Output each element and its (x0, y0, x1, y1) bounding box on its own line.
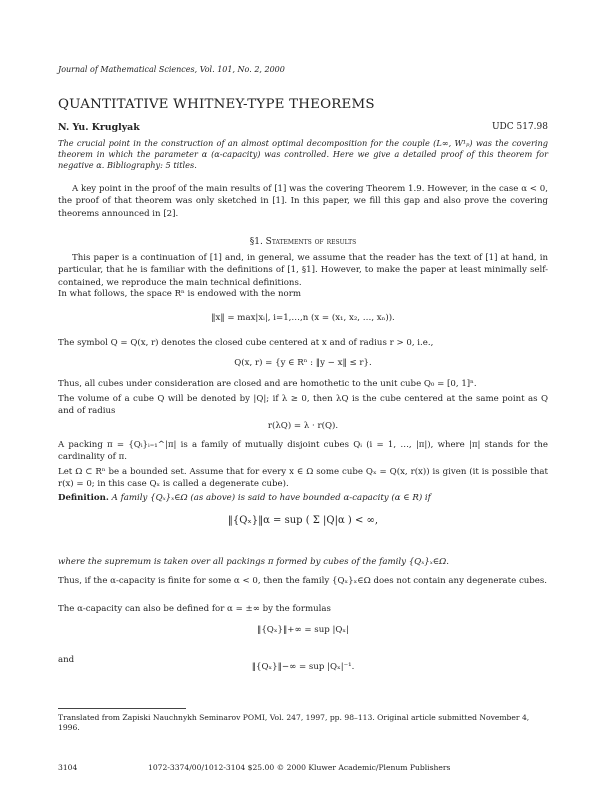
paragraph-bounded-set: Let Ω ⊂ Rⁿ be a bounded set. Assume that for every x ∈ Ω some cube Qₓ = Q(x, r(x)) is given (it is possible that r(x) = 0; in this case Qₓ is called a degenerate cube). (58, 467, 548, 490)
equation-minus-infinity: ‖{Qₓ}‖−∞ = sup |Qₓ|⁻¹. (251, 662, 355, 672)
equation-norm: ‖x‖ = max|xᵢ|, i=1,…,n (x = (x₁, x₂, …, xₙ)). (211, 313, 395, 323)
udc-code: UDC 517.98 (491, 122, 548, 132)
footnote-rule (58, 708, 186, 709)
page-number: 3104 (58, 763, 78, 772)
paragraph-infinite-alpha: The α-capacity can also be defined for α = ±∞ by the formulas (58, 604, 331, 614)
abstract: The crucial point in the construction of an almost optimal decomposition for the couple (L∞, W¹ₚ) was the covering theorem in which the parameter α (α-capacity) was controlled. Here we give a detailed proof of this theorem for negative α. Bibliography: 5 titles. (58, 138, 548, 170)
paragraph-finite-capacity: Thus, if the α-capacity is finite for some α < 0, then the family {Qₓ}ₓ∈Ω does not contain any degenerate cubes. (58, 576, 548, 586)
definition-label: Definition. (58, 493, 109, 503)
paragraph-cube-symbol: The symbol Q = Q(x, r) denotes the closed cube centered at x and of radius r > 0, i.e., (58, 338, 434, 348)
footnote: Translated from Zapiski Nauchnykh Seminarov POMI, Vol. 247, 1997, pp. 98–113. Original article submitted November 4, 1996. (58, 713, 530, 732)
paragraph-supremum: where the supremum is taken over all packings π formed by cubes of the family {Qₓ}ₓ∈Ω. (58, 557, 450, 567)
definition-text: A family {Qₓ}ₓ∈Ω (as above) is said to have bounded α-capacity (α ∈ R) if (111, 493, 431, 503)
connector-and: and (58, 655, 75, 665)
definition-block (58, 492, 548, 504)
equation-cube: Q(x, r) = {y ∈ Rⁿ : ‖y − x‖ ≤ r}. (234, 358, 372, 368)
paragraph-closed-cubes: Thus, all cubes under consideration are closed and are homothetic to the unit cube Q₀ = [0, 1]ⁿ. (58, 379, 477, 389)
paragraph-continuation: This paper is a continuation of [1] and, in general, we assume that the reader has the text of [1] at hand, in particular, that he is familiar with the definitions of [1, §1]. However, to make the paper at least minimally self-contained, we reproduce the main technical definitions. (58, 253, 548, 288)
equation-radius: r(λQ) = λ · r(Q). (267, 421, 339, 431)
equation-plus-infinity: ‖{Qₓ}‖+∞ = sup |Qₓ| (257, 625, 349, 635)
intro-paragraph: A key point in the proof of the main results of [1] was the covering Theorem 1.9. However, in the case α < 0, the proof of that theorem was only sketched in [1]. In this paper, we fill this gap and also prove the covering theorems announced in [2]. (58, 184, 548, 219)
paper-title: QUANTITATIVE WHITNEY-TYPE THEOREMS (58, 97, 375, 112)
copyright-line: 1072-3374/00/1012-3104 $25.00 © 2000 Kluwer Academic/Plenum Publishers (148, 763, 451, 772)
journal-header: Journal of Mathematical Sciences, Vol. 101, No. 2, 2000 (58, 65, 285, 74)
section-heading: §1. Statements of results (249, 237, 357, 247)
equation-capacity: ‖{Qₓ}‖α = sup ( Σ |Q|α ) < ∞, (227, 515, 379, 526)
paragraph-packing: A packing π = {Qᵢ}ᵢ₌₁^|π| is a family of mutually disjoint cubes Qᵢ (i = 1, …, |π|), where |π| stands for the cardinality of π. (58, 440, 548, 463)
author-name: N. Yu. Kruglyak (58, 122, 140, 133)
paragraph-volume: The volume of a cube Q will be denoted by |Q|; if λ ≥ 0, then λQ is the cube centered at the same point as Q and of radius (58, 394, 548, 417)
paragraph-norm-intro: In what follows, the space Rⁿ is endowed with the norm (58, 289, 301, 299)
